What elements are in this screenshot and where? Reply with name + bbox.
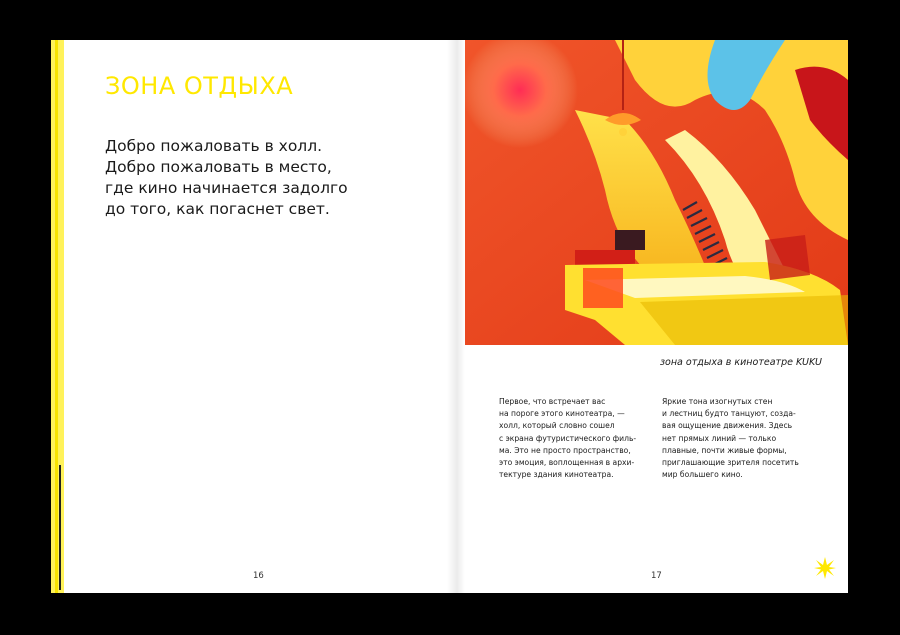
edge-strip-stripe — [55, 40, 58, 593]
lobby-illustration — [465, 40, 848, 345]
book-spread — [51, 40, 848, 593]
right-page — [457, 40, 848, 593]
edge-dark-mark — [59, 465, 61, 590]
page-number-left: 16 — [253, 571, 264, 581]
gutter-shadow-right — [457, 40, 465, 593]
image-caption: зона отдыха в кинотеатре KUKU — [659, 357, 822, 368]
gutter-shadow-left — [447, 40, 457, 593]
body-column-1: Первое, что встречает вас на пороге этого кинотеатра, — холл, который словно сошел с экрана футуристического филь- ма. Это не просто пространство, это эмоция, воплощенная в архи- тектуре здания кинотеатра. — [499, 397, 637, 480]
intro-text: Добро пожаловать в холл. Добро пожаловать в место, где кино начинается задолго до того, как погаснет свет. — [105, 137, 348, 218]
page-number-right: 17 — [651, 571, 662, 581]
body-column-2: Яркие тона изогнутых стен и лестниц будто танцуют, созда- вая ощущение движения. Здесь нет прямых линий — только плавные, почти живые формы, приглашающие зрителя посетить мир большего кино. — [662, 397, 799, 480]
sun-star-icon — [814, 557, 836, 579]
yellow-edge-strip — [51, 40, 64, 593]
section-heading: ЗОНА ОТДЫХА — [105, 72, 294, 100]
left-page — [51, 40, 457, 593]
